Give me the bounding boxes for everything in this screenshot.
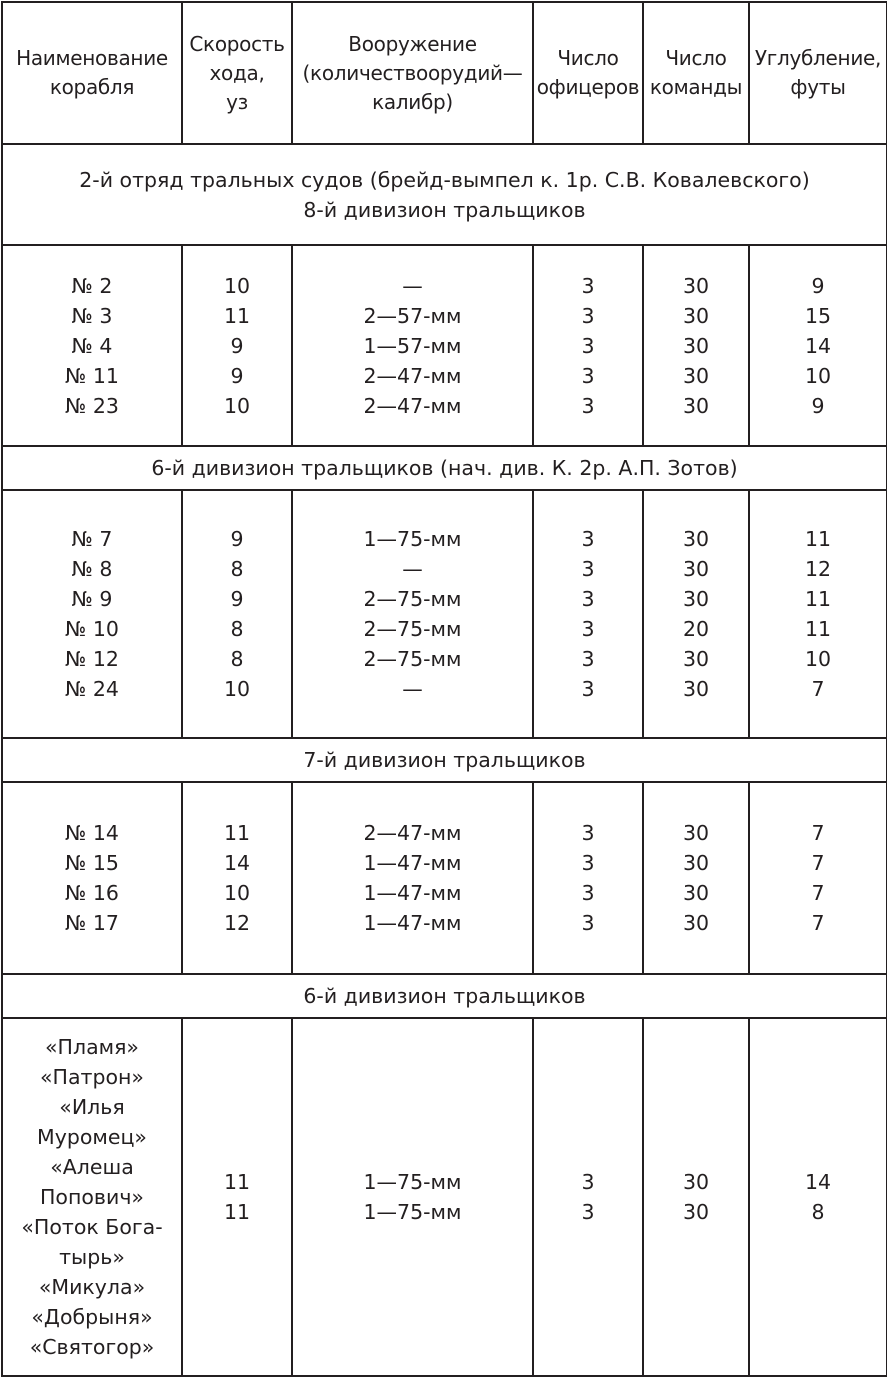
section-data-row xyxy=(2,245,887,446)
header-row xyxy=(2,2,887,144)
ship-name: № 15 xyxy=(65,851,119,875)
section-title: 6-й дивизион тральщиков xyxy=(2,974,887,1018)
ship-name: № 24 xyxy=(65,677,119,701)
ship-names-cell xyxy=(2,245,182,446)
section-data-row xyxy=(2,1018,887,1376)
officers-cell: 3 3 3 3 3 3 xyxy=(533,490,643,738)
ship-name: № 10 xyxy=(65,617,119,641)
ship-names-cell xyxy=(2,782,182,974)
ship-name: «Поток Бога- xyxy=(21,1215,163,1239)
section-title-row xyxy=(2,446,887,490)
ship-name: № 14 xyxy=(65,821,119,845)
ship-name: № 11 xyxy=(65,363,119,388)
section-title: 7-й дивизион тральщиков xyxy=(2,738,887,782)
speed-cell: 11 14 10 12 xyxy=(182,782,292,974)
speed-cell: 10 11 9 9 10 xyxy=(182,245,292,446)
header-crew: Число команды xyxy=(643,2,749,144)
header-officers: Число офицеров xyxy=(533,2,643,144)
officers-cell: 3 3 3 3 xyxy=(533,782,643,974)
section-title-row xyxy=(2,144,887,245)
header-draft: Углубление, футы xyxy=(749,2,887,144)
ship-name: тырь» xyxy=(59,1245,125,1269)
ship-name: № 8 xyxy=(71,557,113,581)
crew-cell: 30 30 30 30 30 xyxy=(643,245,749,446)
ship-name: «Пламя» xyxy=(45,1035,139,1059)
ship-name: «Добрыня» xyxy=(31,1305,153,1329)
ships-table xyxy=(1,1,887,1377)
ship-name: Муромец» xyxy=(37,1125,147,1149)
ship-name: «Патрон» xyxy=(40,1065,144,1089)
ship-name: № 12 xyxy=(65,647,119,671)
armament-cell: — 2—57-мм 1—57-мм 2—47-мм 2—47-мм xyxy=(292,245,533,446)
crew-cell: 30 30 30 30 xyxy=(643,782,749,974)
header-speed: Скорость хода, уз xyxy=(182,2,292,144)
ship-name: № 23 xyxy=(65,393,119,418)
section-title-row xyxy=(2,974,887,1018)
section-title-row xyxy=(2,738,887,782)
ship-name: «Алеша xyxy=(50,1155,134,1179)
ship-name: № 3 xyxy=(71,303,113,328)
ship-names-cell xyxy=(2,490,182,738)
armament-cell: 1—75-мм — 2—75-мм 2—75-мм 2—75-мм — xyxy=(292,490,533,738)
ship-name: Попович» xyxy=(40,1185,144,1209)
ship-name: «Микула» xyxy=(38,1275,146,1299)
ship-name: «Святогор» xyxy=(29,1335,155,1359)
section-data-row xyxy=(2,782,887,974)
speed-cell: 9 8 9 8 8 10 xyxy=(182,490,292,738)
ship-name: № 7 xyxy=(71,527,113,551)
section-title: 6-й дивизион тральщиков (нач. див. К. 2р. А.П. Зотов) xyxy=(2,446,887,490)
ship-name: № 2 xyxy=(71,273,113,298)
ship-name: «Илья xyxy=(59,1095,125,1119)
ship-name: № 16 xyxy=(65,881,119,905)
armament-cell: 1—75-мм 1—75-мм xyxy=(292,1018,533,1376)
ship-name: № 9 xyxy=(71,587,113,611)
draft-cell: 9 15 14 10 9 xyxy=(749,245,887,446)
crew-cell: 30 30 30 20 30 30 xyxy=(643,490,749,738)
ship-name: № 4 xyxy=(71,333,113,358)
draft-cell: 14 8 xyxy=(749,1018,887,1376)
officers-cell: 3 3 3 3 3 xyxy=(533,245,643,446)
draft-cell: 11 12 11 11 10 7 xyxy=(749,490,887,738)
speed-cell: 11 11 xyxy=(182,1018,292,1376)
ship-name: № 17 xyxy=(65,911,119,935)
section-data-row xyxy=(2,490,887,738)
draft-cell: 7 7 7 7 xyxy=(749,782,887,974)
armament-cell: 2—47-мм 1—47-мм 1—47-мм 1—47-мм xyxy=(292,782,533,974)
ship-names-cell xyxy=(2,1018,182,1376)
crew-cell: 30 30 xyxy=(643,1018,749,1376)
section-title: 2-й отряд тральных судов (брейд-вымпел к. 1р. С.В. Ковалевского) 8-й дивизион тральщиков xyxy=(2,144,887,245)
header-armament: Вооружение (количествоорудий— калибр) xyxy=(292,2,533,144)
header-ship-name: Наименование корабля xyxy=(2,2,182,144)
officers-cell: 3 3 xyxy=(533,1018,643,1376)
